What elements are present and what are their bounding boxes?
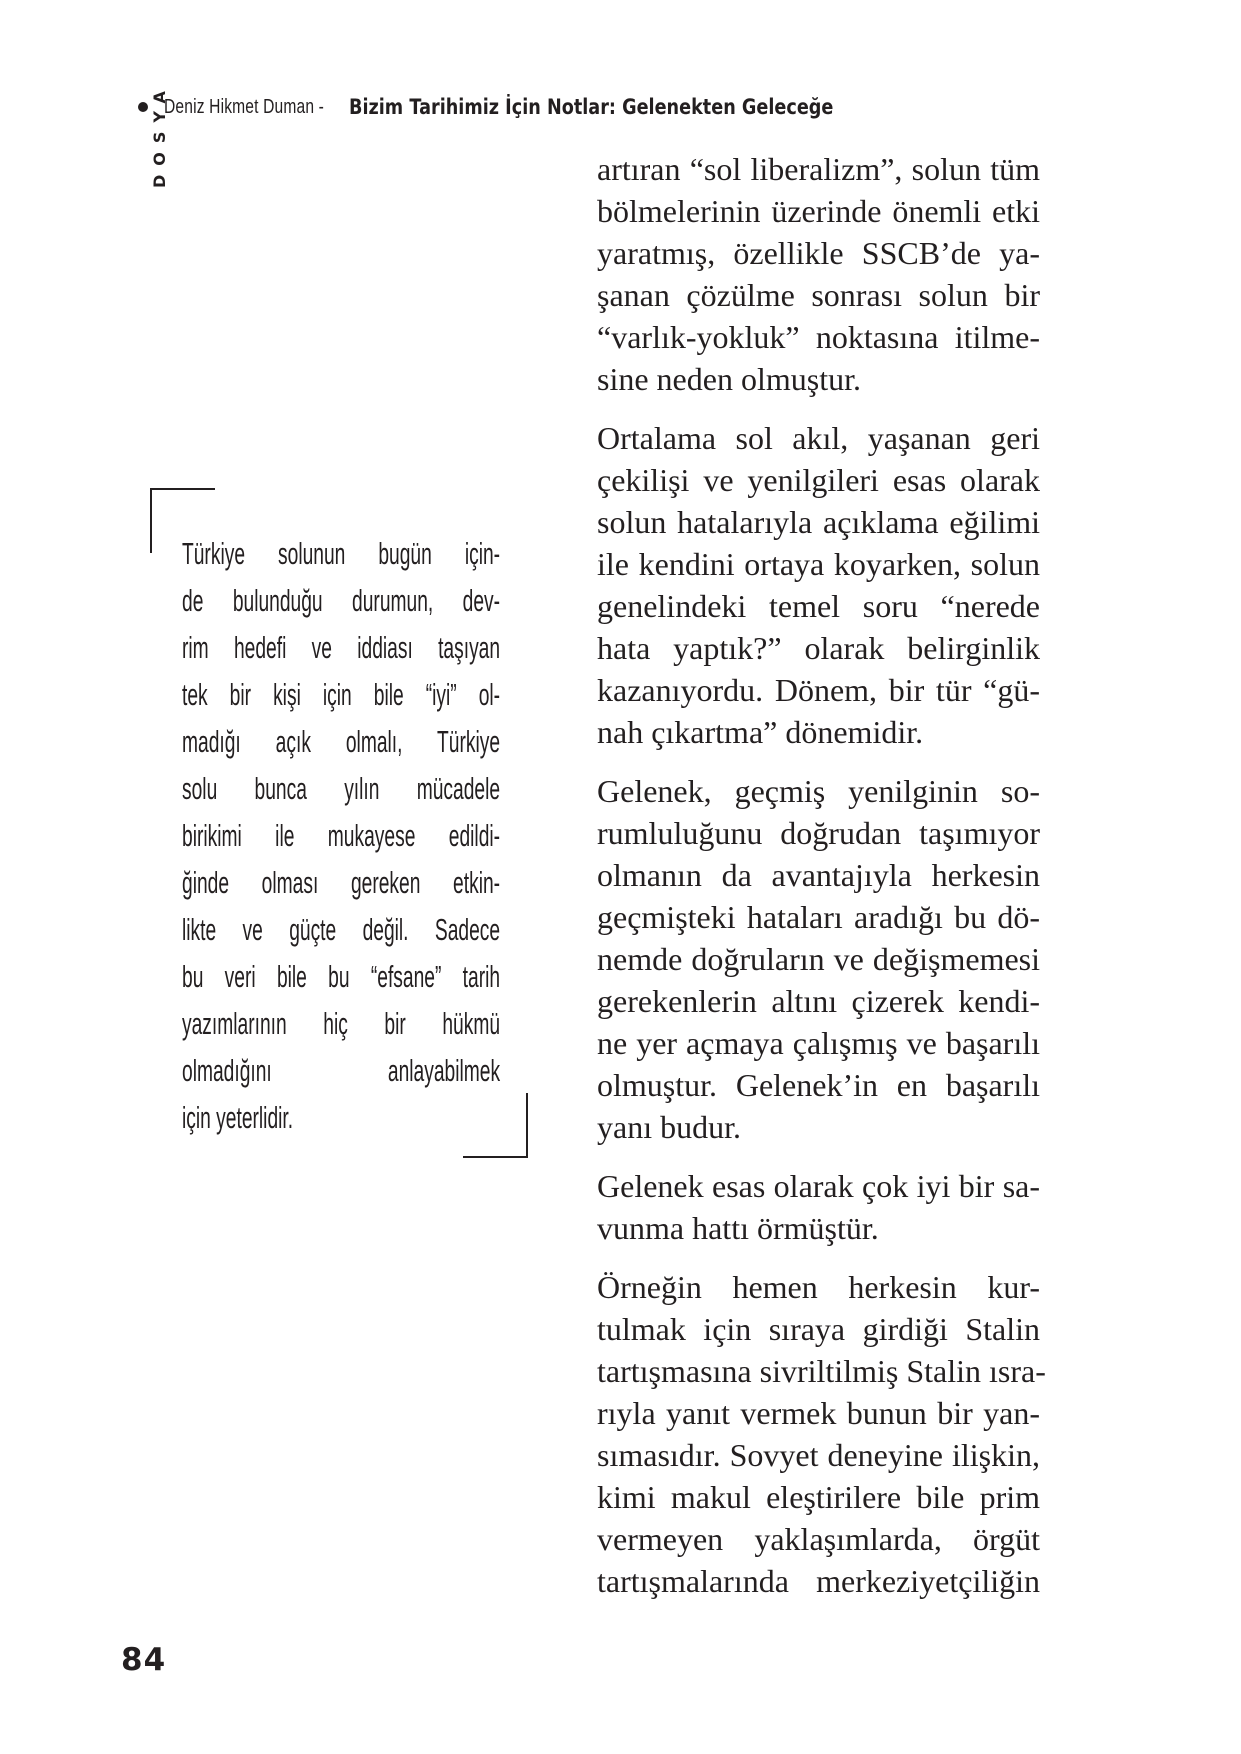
pull-quote-corner-bottom-right bbox=[463, 1156, 528, 1158]
pull-quote-corner-bottom-right-vertical bbox=[526, 1093, 528, 1158]
pull-quote-line: tek bir kişi için bile “iyi” ol- bbox=[182, 677, 501, 712]
pull-quote bbox=[150, 488, 501, 1158]
text-line: tartışmalarında merkeziyetçiliğin bbox=[597, 1563, 1040, 1599]
page-number: 84 bbox=[121, 1642, 167, 1678]
text-line: “varlık-yokluk” noktasına itilme- bbox=[597, 319, 1040, 355]
pull-quote-line: Türkiye solunun bugün için- bbox=[182, 536, 501, 571]
text-line: şanan çözülme sonrası solun bir bbox=[597, 277, 1040, 313]
text-line: vermeyen yaklaşımlarda, örgüt bbox=[597, 1521, 1040, 1557]
pull-quote-line: madığı açık olmalı, Türkiye bbox=[182, 724, 501, 759]
text-line: gerekenlerin altını çizerek kendi- bbox=[597, 983, 1040, 1019]
paragraph bbox=[597, 417, 1040, 753]
pull-quote-corner-top-left-vertical bbox=[150, 488, 152, 553]
text-line: Örneğin hemen herkesin kur- bbox=[597, 1269, 1040, 1305]
paragraph bbox=[597, 1165, 1040, 1249]
pull-quote-line: yazımlarının hiç bir hükmü bbox=[182, 1006, 501, 1041]
body-column bbox=[597, 148, 1046, 1619]
pull-quote-corner-top-left bbox=[150, 488, 215, 490]
text-line: rumluluğunu doğrudan taşımıyor bbox=[597, 815, 1040, 851]
text-line: genelindeki temel soru “nerede bbox=[597, 588, 1040, 624]
pull-quote-line: de bulunduğu durumun, dev- bbox=[182, 583, 501, 618]
text-line: tulmak için sıraya girdiği Stalin bbox=[597, 1311, 1040, 1347]
bullet-icon bbox=[138, 102, 148, 112]
text-line: nemde doğruların ve değişmemesi bbox=[597, 941, 1040, 977]
paragraph bbox=[597, 148, 1040, 400]
text-line: rıyla yanıt vermek bunun bir yan- bbox=[597, 1395, 1040, 1431]
text-line: olmuştur. Gelenek’in en başarılı bbox=[597, 1067, 1040, 1103]
paragraph bbox=[597, 1266, 1046, 1602]
section-label: DOSYA bbox=[150, 82, 169, 188]
text-line: Gelenek esas olarak çok iyi bir sa- bbox=[597, 1168, 1040, 1204]
pull-quote-line: likte ve güçte değil. Sadece bbox=[182, 912, 501, 947]
running-header bbox=[138, 92, 926, 122]
text-line: yanı budur. bbox=[597, 1109, 741, 1145]
pull-quote-line: bu veri bile bu “efsane” tarih bbox=[182, 959, 501, 994]
text-line: ile kendini ortaya koyarken, solun bbox=[597, 546, 1040, 582]
text-line: geçmişteki hataları aradığı bu dö- bbox=[597, 899, 1040, 935]
text-line: sine neden olmuştur. bbox=[597, 361, 861, 397]
text-line: Gelenek, geçmiş yenilginin so- bbox=[597, 773, 1040, 809]
pull-quote-text bbox=[182, 530, 500, 1141]
pull-quote-line: olmadığını anlayabilmek bbox=[182, 1053, 501, 1088]
pull-quote-line: rim hedefi ve iddiası taşıyan bbox=[182, 630, 501, 665]
header-title: Bizim Tarihimiz İçin Notlar: Gelenekten Geleceğe bbox=[349, 95, 834, 119]
text-line: tartışmasına sivriltilmiş Stalin ısra- bbox=[597, 1353, 1046, 1389]
pull-quote-line: ğinde olması gereken etkin- bbox=[182, 865, 501, 900]
text-line: Ortalama sol akıl, yaşanan geri bbox=[597, 420, 1040, 456]
text-line: ne yer açmaya çalışmış ve başarılı bbox=[597, 1025, 1040, 1061]
text-line: olmanın da avantajıyla herkesin bbox=[597, 857, 1040, 893]
text-line: nah çıkartma” dönemidir. bbox=[597, 714, 924, 750]
text-line: çekilişi ve yenilgileri esas olarak bbox=[597, 462, 1040, 498]
text-line: kazanıyordu. Dönem, bir tür “gü- bbox=[597, 672, 1040, 708]
text-line: solun hatalarıyla açıklama eğilimi bbox=[597, 504, 1040, 540]
text-line: kimi makul eleştirilere bile prim bbox=[597, 1479, 1040, 1515]
pull-quote-line: birikimi ile mukayese edildi- bbox=[182, 818, 501, 853]
text-line: hata yaptık?” olarak belirginlik bbox=[597, 630, 1040, 666]
text-line: yaratmış, özellikle SSCB’de ya- bbox=[597, 235, 1040, 271]
text-line: artıran “sol liberalizm”, solun tüm bbox=[597, 151, 1040, 187]
text-line: sımasıdır. Sovyet deneyine ilişkin, bbox=[597, 1437, 1040, 1473]
paragraph bbox=[597, 770, 1040, 1148]
pull-quote-line: solu bunca yılın mücadele bbox=[182, 771, 501, 806]
text-line: bölmelerinin üzerinde önemli etki bbox=[597, 193, 1040, 229]
text-line: vunma hattı örmüştür. bbox=[597, 1210, 879, 1246]
header-author: Deniz Hikmet Duman - bbox=[164, 95, 325, 118]
pull-quote-line: için yeterlidir. bbox=[182, 1100, 294, 1135]
